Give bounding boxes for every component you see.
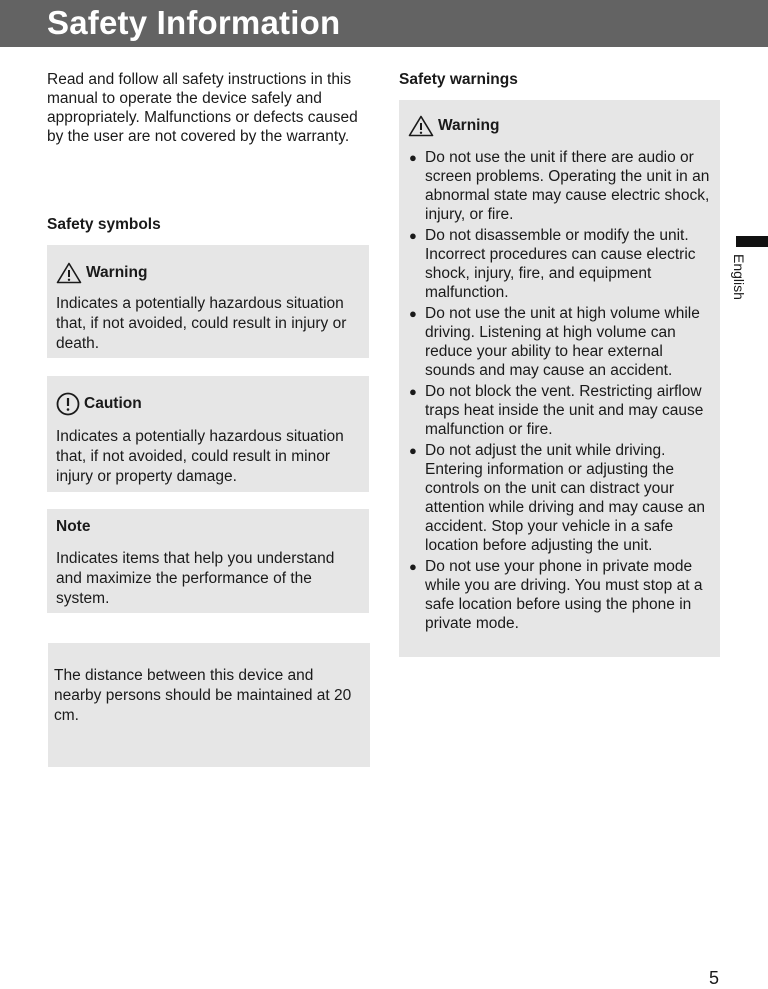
bullet: ● bbox=[409, 559, 417, 574]
caution-symbol-text: Indicates a potentially hazardous situation that, if not avoided, could result in minor injury or property damage. bbox=[56, 428, 344, 485]
list-item bbox=[399, 148, 715, 224]
note-symbol-label: Note bbox=[56, 518, 91, 535]
bullet: ● bbox=[409, 228, 417, 243]
caution-symbol-box bbox=[47, 376, 369, 492]
list-item bbox=[399, 441, 715, 555]
distance-notice-box bbox=[48, 643, 370, 767]
page-header bbox=[0, 0, 768, 47]
bullet: ● bbox=[409, 443, 417, 458]
list-item-text: Do not use the unit at high volume while driving. Listening at high volume can reduce your ability to hear external sounds and may cause an accident. bbox=[425, 305, 700, 379]
warning-triangle-icon bbox=[408, 115, 434, 137]
caution-circle-icon bbox=[56, 392, 80, 416]
safety-warnings-label: Warning bbox=[438, 117, 500, 134]
warning-symbol-box bbox=[47, 245, 369, 358]
caution-symbol-label: Caution bbox=[84, 395, 142, 412]
warning-triangle-icon bbox=[56, 262, 82, 284]
safety-warnings-box bbox=[399, 100, 720, 657]
bullet: ● bbox=[409, 306, 417, 321]
language-tab-label: English bbox=[731, 254, 747, 300]
warning-symbol-text: Indicates a potentially hazardous situation that, if not avoided, could result in injury or death. bbox=[56, 295, 347, 352]
list-item bbox=[399, 226, 715, 302]
safety-symbols-heading: Safety symbols bbox=[47, 216, 161, 233]
bullet: ● bbox=[409, 384, 417, 399]
list-item-text: Do not block the vent. Restricting airflow traps heat inside the unit and may cause malfunction or fire. bbox=[425, 383, 704, 438]
bullet: ● bbox=[409, 150, 417, 165]
safety-warnings-heading: Safety warnings bbox=[399, 71, 518, 88]
list-item-text: Do not adjust the unit while driving. Entering information or adjusting the controls on the unit can distract your attention while driving and may cause an accident. Stop your vehicle in a safe location before adjusting the unit. bbox=[425, 442, 706, 554]
distance-notice-text: The distance between this device and nearby persons should be maintained at 20 cm. bbox=[54, 667, 352, 724]
warning-symbol-label: Warning bbox=[86, 264, 148, 281]
list-item-text: Do not disassemble or modify the unit. Incorrect procedures can cause electric shock, injury, fire, and equipment malfunction. bbox=[425, 227, 696, 301]
list-item bbox=[399, 557, 715, 633]
list-item bbox=[399, 304, 715, 380]
page-number: 5 bbox=[709, 968, 720, 988]
safety-warnings-list bbox=[399, 148, 715, 635]
safety-warnings-title bbox=[408, 115, 499, 137]
list-item-text: Do not use your phone in private mode while you are driving. You must stop at a safe location before using the phone in private mode. bbox=[425, 558, 703, 632]
list-item-text: Do not use the unit if there are audio or screen problems. Operating the unit in an abnormal state may cause electric shock, injury, or fire. bbox=[425, 149, 710, 223]
intro-paragraph: Read and follow all safety instructions in this manual to operate the device safely and appropriately. Malfunctions or defects caused by the user are not covered by the warranty. bbox=[47, 71, 358, 145]
page-title: Safety Information bbox=[47, 4, 341, 41]
language-tab-marker bbox=[736, 236, 768, 247]
note-symbol-text: Indicates items that help you understand and maximize the performance of the system. bbox=[56, 550, 335, 607]
list-item bbox=[399, 382, 715, 439]
warning-symbol-title bbox=[56, 262, 147, 284]
note-symbol-box bbox=[47, 509, 369, 613]
caution-symbol-title bbox=[56, 392, 142, 416]
